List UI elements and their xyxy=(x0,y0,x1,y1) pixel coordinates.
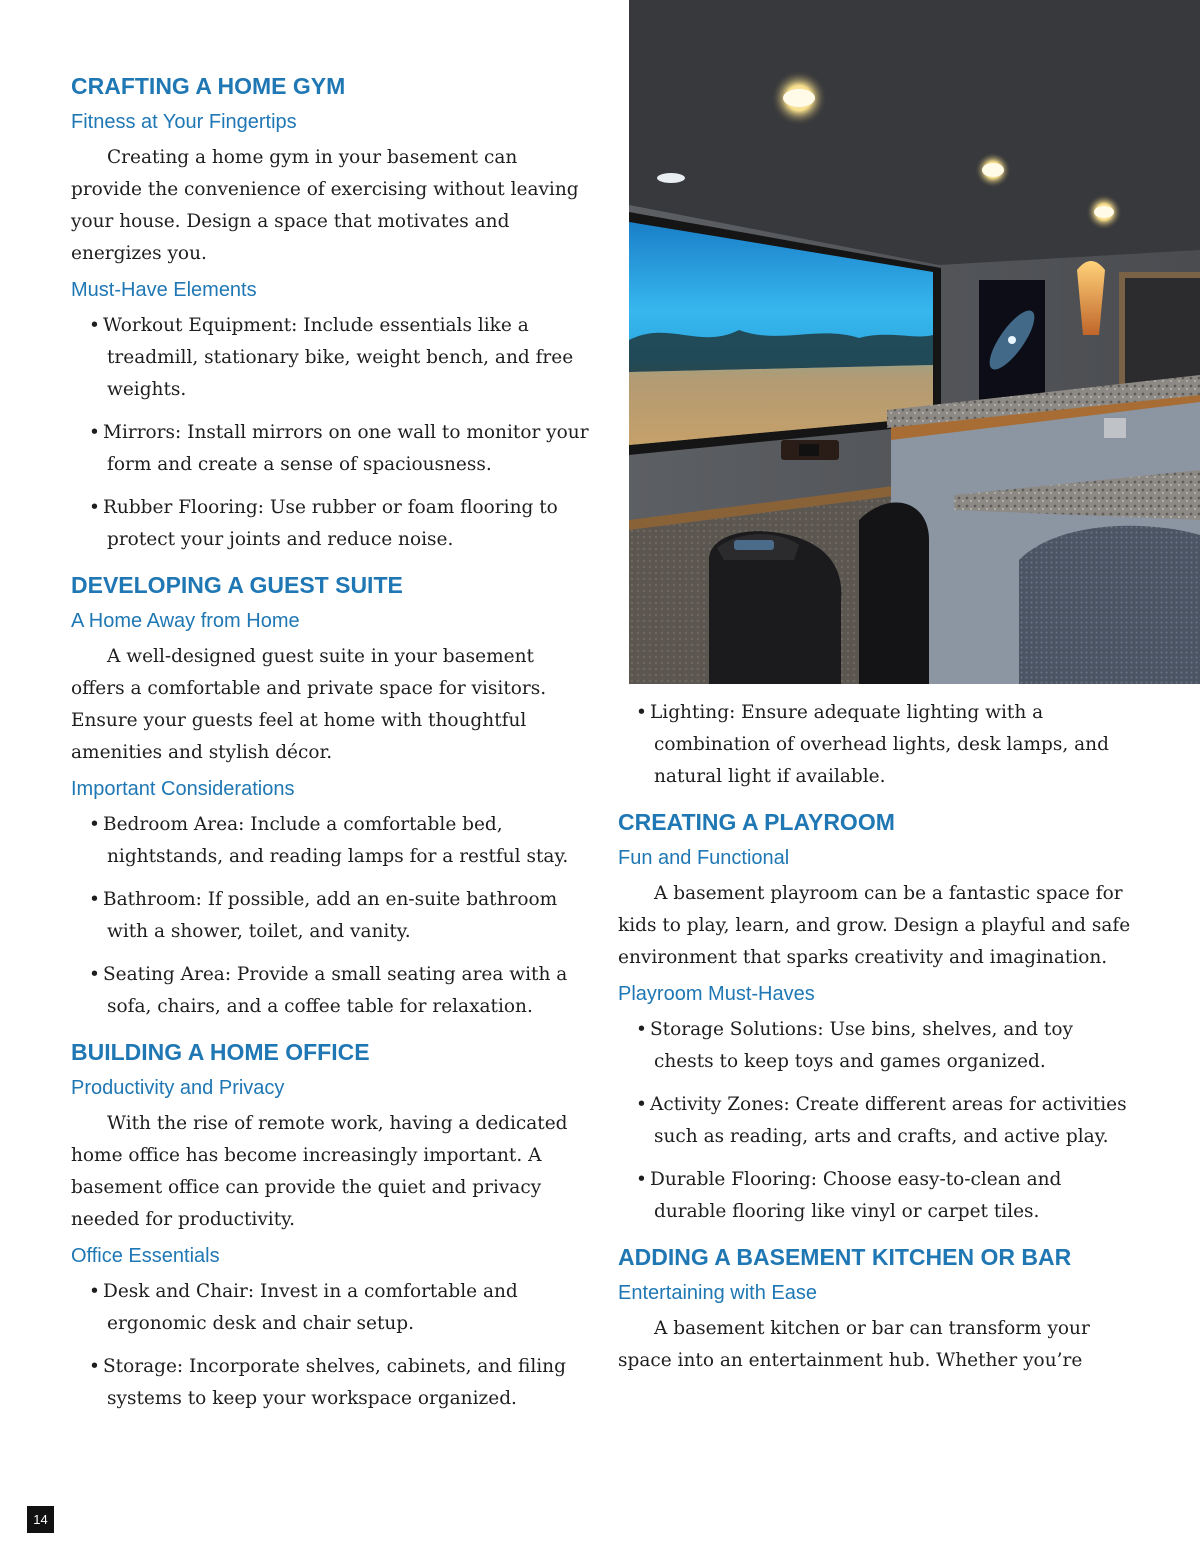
section-subheading: A Home Away from Home xyxy=(71,610,300,632)
section-paragraph: Creating a home gym in your basement can provide the convenience of exercising without leaving your house. Design a space that motivates and energizes you. xyxy=(71,147,579,264)
section-subheading: Entertaining with Ease xyxy=(618,1282,818,1304)
bullet-list xyxy=(618,697,1138,793)
kitchen-bar-section xyxy=(618,1239,1138,1377)
list-item: • Desk and Chair: Invest in a comfortable and ergonomic desk and chair setup. xyxy=(71,1276,591,1340)
section-subheading: Fun and Functional xyxy=(618,847,790,869)
list-item: • Durable Flooring: Choose easy-to-clean and durable flooring like vinyl or carpet tiles. xyxy=(618,1164,1138,1228)
list-item: • Bathroom: If possible, add an en-suite bathroom with a shower, toilet, and vanity. xyxy=(71,884,591,948)
section-heading: CREATING A PLAYROOM xyxy=(618,809,895,835)
list-item: • Lighting: Ensure adequate lighting with a combination of overhead lights, desk lamps, and natural light if available. xyxy=(618,697,1138,793)
guest-suite-section xyxy=(71,567,591,1023)
bullet-list xyxy=(71,310,591,556)
page-number: 14 xyxy=(27,1506,54,1533)
playroom-section xyxy=(618,804,1138,1228)
list-item: • Mirrors: Install mirrors on one wall to monitor your form and create a sense of spaciousness. xyxy=(71,417,591,481)
section-paragraph: A basement playroom can be a fantastic space for kids to play, learn, and grow. Design a playful and safe environment that sparks creativity and imagination. xyxy=(618,883,1131,968)
bullet-list xyxy=(71,809,591,1023)
list-heading: Important Considerations xyxy=(71,778,295,800)
list-heading: Must-Have Elements xyxy=(71,279,257,301)
section-subheading: Fitness at Your Fingertips xyxy=(71,111,297,133)
section-paragraph: With the rise of remote work, having a dedicated home office has become increasingly important. A basement office can provide the quiet and privacy needed for productivity. xyxy=(71,1113,568,1230)
section-heading: ADDING A BASEMENT KITCHEN OR BAR xyxy=(618,1244,1072,1270)
list-heading: Playroom Must-Haves xyxy=(618,983,815,1005)
list-item: • Rubber Flooring: Use rubber or foam flooring to protect your joints and reduce noise. xyxy=(71,492,591,556)
list-item: • Bedroom Area: Include a comfortable bed, nightstands, and reading lamps for a restful stay. xyxy=(71,809,591,873)
section-heading: DEVELOPING A GUEST SUITE xyxy=(71,572,403,598)
bullet-list xyxy=(618,1014,1138,1228)
section-subheading: Productivity and Privacy xyxy=(71,1077,285,1099)
list-item: • Workout Equipment: Include essentials like a treadmill, stationary bike, weight bench, and free weights. xyxy=(71,310,591,406)
list-item: • Seating Area: Provide a small seating area with a sofa, chairs, and a coffee table for relaxation. xyxy=(71,959,591,1023)
section-paragraph: A well-designed guest suite in your basement offers a comfortable and private space for visitors. Ensure your guests feel at home with thoughtful amenities and stylish décor. xyxy=(71,646,547,763)
left-column xyxy=(71,68,591,1426)
bullet-list xyxy=(71,1276,591,1415)
home-theater-photo xyxy=(629,0,1200,684)
section-heading: BUILDING A HOME OFFICE xyxy=(71,1039,370,1065)
right-column xyxy=(618,695,1138,1379)
section-paragraph: A basement kitchen or bar can transform your space into an entertainment hub. Whether you’re xyxy=(618,1318,1090,1371)
list-item: • Activity Zones: Create different areas for activities such as reading, arts and crafts, and active play. xyxy=(618,1089,1138,1153)
list-heading: Office Essentials xyxy=(71,1245,220,1267)
list-item: • Storage: Incorporate shelves, cabinets, and filing systems to keep your workspace organized. xyxy=(71,1351,591,1415)
home-office-section xyxy=(71,1034,591,1415)
section-heading: CRAFTING A HOME GYM xyxy=(71,73,346,99)
list-item: • Storage Solutions: Use bins, shelves, and toy chests to keep toys and games organized. xyxy=(618,1014,1138,1078)
home-gym-section xyxy=(71,68,591,556)
